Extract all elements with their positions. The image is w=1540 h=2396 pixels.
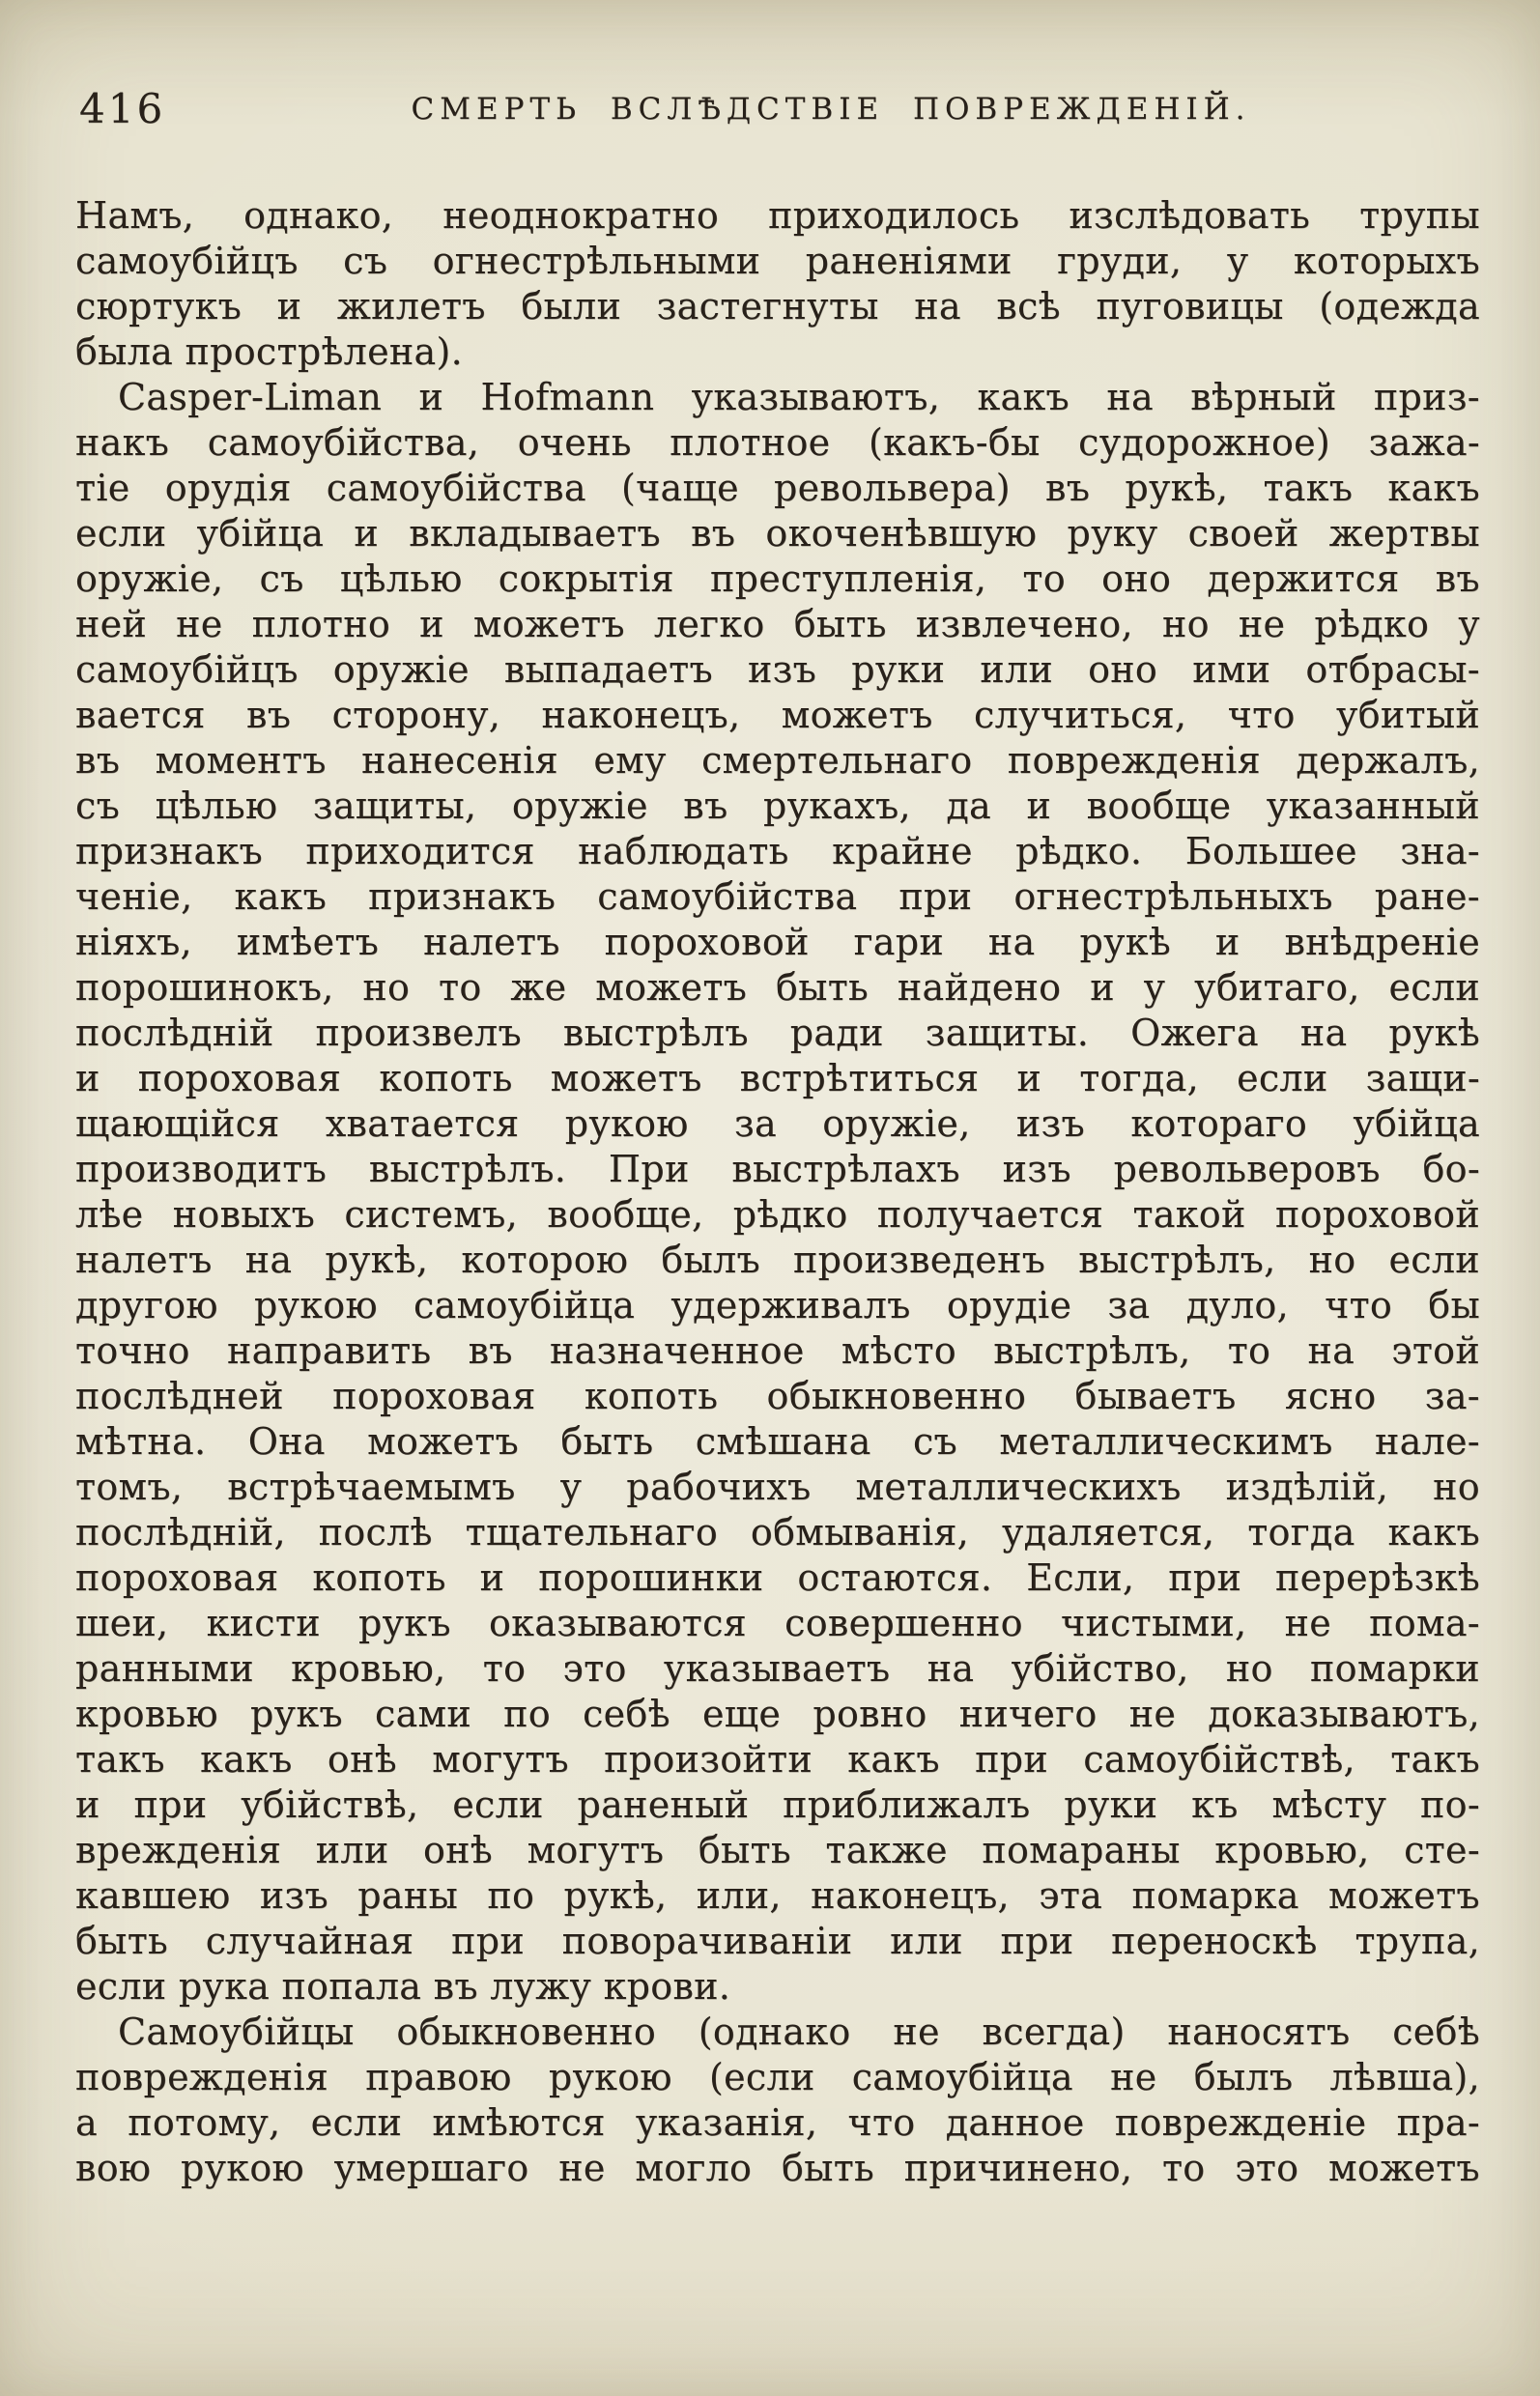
running-title: СМЕРТЬ ВСЛѢДСТВІЕ ПОВРЕЖДЕНІЙ.	[411, 92, 1251, 127]
text-line: и при убійствѣ, если раненый приближалъ руки къ мѣсту по-	[75, 1783, 1480, 1826]
text-line: Casper-Liman и Hofmann указываютъ, какъ на вѣрный приз-	[118, 376, 1480, 418]
text-line: мѣтна. Она можетъ быть смѣшана съ металлическимъ нале-	[75, 1420, 1480, 1463]
text-line: Намъ, однако, неоднократно приходилось изслѣдовать трупы	[75, 194, 1480, 237]
text-line: оружіе, съ цѣлью сокрытія преступленія, то оно держится въ	[75, 557, 1480, 600]
page-number: 416	[79, 85, 166, 132]
paragraph	[75, 193, 1480, 375]
text-line: такъ какъ онѣ могутъ произойти какъ при самоубійствѣ, такъ	[75, 1738, 1480, 1781]
text-line: сюртукъ и жилетъ были застегнуты на всѣ пуговицы (одежда	[75, 285, 1480, 328]
text-line: въ моментъ нанесенія ему смертельнаго поврежденія держалъ,	[75, 739, 1480, 782]
text-line: тіе орудія самоубійства (чаще револьвера) въ рукѣ, такъ какъ	[75, 467, 1480, 509]
text-line: ченіе, какъ признакъ самоубійства при огнестрѣльныхъ ране-	[75, 875, 1480, 918]
text-line: ранными кровью, то это указываетъ на убійство, но помарки	[75, 1647, 1480, 1690]
text-line: Самоубійцы обыкновенно (однако не всегда) наносятъ себѣ	[118, 2011, 1480, 2053]
text-line: томъ, встрѣчаемымъ у рабочихъ металлическихъ издѣлій, но	[75, 1466, 1480, 1508]
text-line: шеи, кисти рукъ оказываются совершенно чистыми, не пома-	[75, 1602, 1480, 1644]
text-line: налетъ на рукѣ, которою былъ произведенъ выстрѣлъ, но если	[75, 1239, 1480, 1281]
text-line: кавшею изъ раны по рукѣ, или, наконецъ, эта помарка можетъ	[75, 1874, 1480, 1917]
paragraph	[75, 375, 1480, 2010]
page-header	[75, 85, 1480, 133]
text-line: производитъ выстрѣлъ. При выстрѣлахъ изъ револьверовъ бо-	[75, 1148, 1480, 1190]
text-line: поврежденія правою рукою (если самоубійца не былъ лѣвша),	[75, 2056, 1480, 2098]
text-line: если убійца и вкладываетъ въ окоченѣвшую руку своей жертвы	[75, 512, 1480, 555]
text-line: вается въ сторону, наконецъ, можетъ случиться, что убитый	[75, 694, 1480, 736]
text-line: кровью рукъ сами по себѣ еще ровно ничего не доказываютъ,	[75, 1693, 1480, 1735]
text-line: быть случайная при поворачиваніи или при переноскѣ трупа,	[75, 1920, 1480, 1962]
text-line: самоубійцъ съ огнестрѣльными раненіями груди, у которыхъ	[75, 240, 1480, 282]
text-line: вою рукою умершаго не могло быть причинено, то это можетъ	[75, 2147, 1480, 2189]
text-line: врежденія или онѣ могутъ быть также помараны кровью, сте-	[75, 1829, 1480, 1871]
text-line: съ цѣлью защиты, оружіе въ рукахъ, да и вообще указанный	[75, 784, 1480, 827]
text-line: а потому, если имѣются указанія, что данное поврежденіе пра-	[75, 2101, 1480, 2144]
text-line: лѣе новыхъ системъ, вообще, рѣдко получается такой пороховой	[75, 1193, 1480, 1236]
text-line: и пороховая копоть можетъ встрѣтиться и тогда, если защи-	[75, 1057, 1480, 1099]
text-line: накъ самоубійства, очень плотное (какъ-бы судорожное) зажа-	[75, 421, 1480, 464]
text-line: щающійся хватается рукою за оружіе, изъ котораго убійца	[75, 1102, 1480, 1145]
text-line: если рука попала въ лужу крови.	[75, 1965, 731, 2008]
text-line: послѣдній произвелъ выстрѣлъ ради защиты. Ожега на рукѣ	[75, 1012, 1480, 1054]
body-text	[75, 193, 1480, 2191]
text-line: послѣдней пороховая копоть обыкновенно бываетъ ясно за-	[75, 1375, 1480, 1417]
text-line: другою рукою самоубійца удерживалъ орудіе за дуло, что бы	[75, 1284, 1480, 1326]
text-line: точно направить въ назначенное мѣсто выстрѣлъ, то на этой	[75, 1329, 1480, 1372]
text-line: ніяхъ, имѣетъ налетъ пороховой гари на рукѣ и внѣдреніе	[75, 921, 1480, 963]
text-line: была прострѣлена).	[75, 330, 463, 373]
text-line: признакъ приходится наблюдать крайне рѣдко. Большее зна-	[75, 830, 1480, 872]
paragraph	[75, 2010, 1480, 2191]
text-line: послѣдній, послѣ тщательнаго обмыванія, удаляется, тогда какъ	[75, 1511, 1480, 1554]
text-line: порошинокъ, но то же можетъ быть найдено и у убитаго, если	[75, 966, 1480, 1009]
text-line: пороховая копоть и порошинки остаются. Если, при перерѣзкѣ	[75, 1556, 1480, 1599]
text-line: ней не плотно и можетъ легко быть извлечено, но не рѣдко у	[75, 603, 1480, 645]
text-line: самоубійцъ оружіе выпадаетъ изъ руки или оно ими отбрасы-	[75, 648, 1480, 691]
